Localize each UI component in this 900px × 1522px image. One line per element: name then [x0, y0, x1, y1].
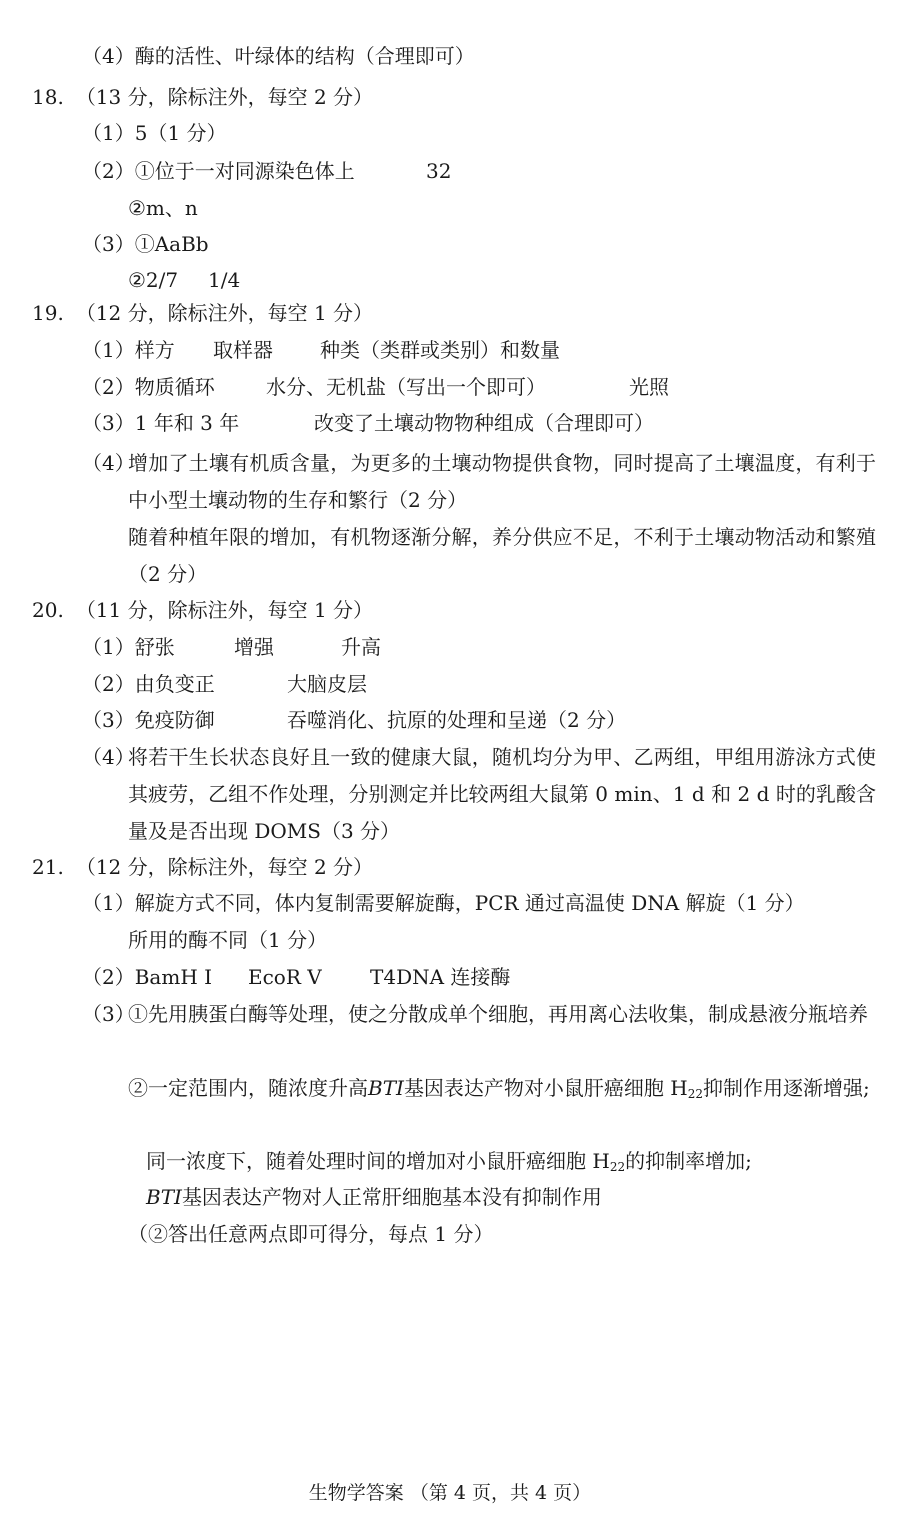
- q21-scoring: （12 分，除标注外，每空 2 分）: [75, 855, 374, 879]
- q18-part2-label: （2）: [82, 159, 135, 183]
- q18-part1-text: 5（1 分）: [134, 121, 227, 145]
- q20-part1-label: （1）: [82, 635, 135, 659]
- q18-number: 18.: [32, 85, 64, 109]
- q19-part1-answer-a: 样方: [134, 338, 175, 362]
- q18-part1-label: （1）: [82, 121, 135, 145]
- q20-part1-answer-c: 升高: [341, 635, 381, 659]
- q18-part1: [82, 118, 227, 148]
- q20-part3: [82, 705, 782, 735]
- q21-part3-note-text: （②答出任意两点即可得分，每点 1 分）: [128, 1222, 494, 1246]
- q20-part1-answer-b: 增强: [234, 635, 274, 659]
- q21-part2-label: （2）: [82, 965, 135, 989]
- q18-part2-answer-b: 32: [426, 159, 452, 183]
- q21-part3-note: [128, 1219, 493, 1249]
- q19-part2-label: （2）: [82, 375, 135, 399]
- q20-part1-answer-a: 舒张: [134, 635, 175, 659]
- q21-part1-b: [128, 925, 327, 955]
- q20-part4-answer: 将若干生长状态良好且一致的健康大鼠，随机均分为甲、乙两组，甲组用游泳方式使其疲劳，乙组不作处理，分别测定并比较两组大鼠第 0 min、1 d 和 2 d 时的乳酸含量及是否出现 DOMS（3 分）: [128, 745, 876, 843]
- q18-scoring: （13 分，除标注外，每空 2 分）: [75, 85, 374, 109]
- q20-part3-answer-a: 免疫防御: [134, 708, 215, 732]
- q21-part3-label: [82, 999, 135, 1029]
- q19-part2-answer-c: 光照: [629, 375, 669, 399]
- q20-part3-label: （3）: [82, 708, 135, 732]
- q19-part2-answer-a: 物质循环: [134, 375, 215, 399]
- q18-part2-answer-c: ②m、n: [128, 196, 198, 220]
- q19-part1-label: （1）: [82, 338, 135, 362]
- q19-part1-answer-c: 种类（类群或类别）和数量: [320, 338, 560, 362]
- q20-part1: [82, 632, 682, 662]
- q21-part3-c-subscript: 22: [609, 1160, 626, 1174]
- q21-part3-d-gene: BTI: [146, 1185, 182, 1209]
- q21-part2-answer-a: BamH I: [134, 965, 213, 989]
- q18-part3-label: （3）: [82, 232, 135, 256]
- q21-part2: [82, 962, 682, 992]
- q18-part2-c: [128, 193, 198, 223]
- q20-number: 20.: [32, 598, 64, 622]
- q18-part3-answer-b2: 1/4: [208, 268, 241, 292]
- q21-part3-b-middle: 基因表达产物对小鼠肝癌细胞 H: [403, 1076, 688, 1100]
- q21-part3-b-prefix: ②一定范围内，随浓度升高: [128, 1076, 368, 1100]
- q19-part3-label: （3）: [82, 411, 135, 435]
- q18-part3-answer-b1: ②2/7: [128, 268, 179, 292]
- q20-part4-label: [82, 742, 135, 772]
- q17-part4: [82, 41, 475, 71]
- q19-part4-answer-a: 增加了土壤有机质含量，为更多的土壤动物提供食物，同时提高了土壤温度，有利于中小型土壤动物的生存和繁行（2 分）: [128, 451, 876, 512]
- q20-part2: [82, 669, 682, 699]
- q19-part3-answer-b: 改变了土壤动物物种组成（合理即可）: [314, 411, 654, 435]
- q21-part3-b-gene: BTI: [368, 1076, 404, 1100]
- q20-header: [32, 595, 373, 625]
- q19-part2: [82, 372, 782, 402]
- q21-part3-d-text: 基因表达产物对人正常肝细胞基本没有抑制作用: [181, 1185, 602, 1209]
- q20-part2-answer-b: 大脑皮层: [287, 672, 367, 696]
- q20-part4-label-text: （4）: [82, 745, 135, 769]
- q19-part2-answer-b: 水分、无机盐（写出一个即可）: [266, 375, 546, 399]
- q21-part1-answer-b: 所用的酶不同（1 分）: [128, 928, 328, 952]
- q19-part3-answer-a: 1 年和 3 年: [134, 411, 240, 435]
- q20-scoring: （11 分，除标注外，每空 1 分）: [75, 598, 374, 622]
- q21-part3-answer-b: [128, 1070, 876, 1113]
- q21-part3-c-prefix: 同一浓度下，随着处理时间的增加对小鼠肝癌细胞 H: [146, 1149, 610, 1173]
- q18-part2-answer-a: ①位于一对同源染色体上: [134, 159, 355, 183]
- q19-part3: [82, 408, 782, 438]
- q21-number: 21.: [32, 855, 64, 879]
- q18-part3-b: [128, 265, 428, 295]
- q21-part2-answer-c: T4DNA 连接酶: [370, 965, 511, 989]
- q21-part3-c: [146, 1146, 752, 1176]
- q19-part4-label-text: （4）: [82, 451, 135, 475]
- q20-part2-label: （2）: [82, 672, 135, 696]
- q21-part1: [82, 888, 805, 918]
- q21-part3-answer-a: ①先用胰蛋白酶等处理，使之分散成单个细胞，再用离心法收集，制成悬液分瓶培养: [128, 1002, 868, 1026]
- q19-part4-answer-b: 随着种植年限的增加，有机物逐渐分解，养分供应不足，不利于土壤动物活动和繁殖（2 分）: [128, 525, 876, 586]
- q21-part3-label-text: （3）: [82, 1002, 135, 1026]
- q18-header: [32, 82, 373, 112]
- q21-header: [32, 852, 373, 882]
- q18-part3: [82, 229, 209, 259]
- q21-part3-d: [146, 1182, 602, 1212]
- q19-part1-answer-b: 取样器: [213, 338, 273, 362]
- page-footer: 生物学答案 （第 4 页，共 4 页）: [308, 1482, 592, 1504]
- q21-part3-b-subscript: 22: [687, 1087, 704, 1101]
- q21-part2-answer-b: EcoR V: [248, 965, 322, 989]
- q18-part3-answer-a: ①AaBb: [134, 232, 209, 256]
- q21-part3-c-suffix: 的抑制率增加;: [625, 1149, 752, 1173]
- q17-part4-label: （4）: [82, 44, 135, 68]
- q20-part2-answer-a: 由负变正: [134, 672, 215, 696]
- q21-part1-answer-a: 解旋方式不同，体内复制需要解旋酶，PCR 通过高温使 DNA 解旋（1 分）: [134, 891, 805, 915]
- q19-part1: [82, 335, 782, 365]
- q19-number: 19.: [32, 301, 64, 325]
- q17-part4-text: 酶的活性、叶绿体的结构（合理即可）: [134, 44, 475, 68]
- q21-part3-b-suffix: 抑制作用逐渐增强;: [703, 1076, 870, 1100]
- q20-part3-answer-b: 吞噬消化、抗原的处理和呈递（2 分）: [287, 708, 627, 732]
- q21-part1-label: （1）: [82, 891, 135, 915]
- q18-part2: [82, 156, 782, 186]
- q19-header: [32, 298, 373, 328]
- q19-part4-label: [82, 448, 135, 478]
- q19-scoring: （12 分，除标注外，每空 1 分）: [75, 301, 374, 325]
